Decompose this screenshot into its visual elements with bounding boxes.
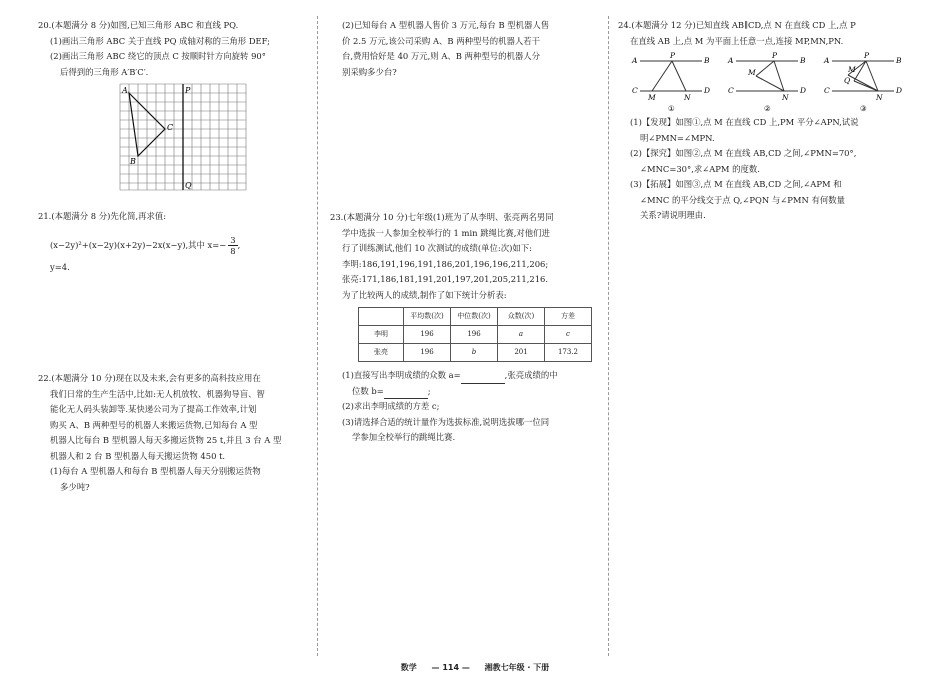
table-header-cell: 方差 [545, 308, 592, 326]
fig1-label-m: M [648, 93, 656, 102]
figure-2 [727, 51, 806, 113]
fig1-label-b: B [704, 56, 710, 65]
fig2-label-p: P [772, 51, 778, 60]
table-cell: a [498, 326, 545, 344]
q22-line: 机器人比每台 B 型机器人每天多搬运货物 25 t,并且 3 台 A 型 [50, 435, 282, 445]
table-header-cell: 众数(次) [498, 308, 545, 326]
q23-part2: (2)求出李明成绩的方差 c; [342, 401, 440, 411]
table-cell: 173.2 [545, 344, 592, 362]
q21-expr: (x−2y)²+(x−2y)(x+2y)−2x(x−y),其中 x=− [50, 239, 227, 250]
fig3-label-a: A [824, 56, 830, 65]
question-22 [38, 371, 310, 495]
q23-part1-text: (1)直接写出李明成绩的众数 a= [342, 370, 461, 380]
q24-line: 24.(本题满分 12 分)已知直线 AB∥CD,点 N 在直线 CD 上,点 P [618, 20, 856, 30]
fig2-label-n: N [782, 93, 789, 102]
table-row [359, 326, 592, 344]
column-right [618, 18, 918, 224]
question-24 [618, 18, 918, 224]
footer-edition: 湘教七年级 · 下册 [484, 663, 550, 672]
q22-line: 机器人和 2 台 B 型机器人每天搬运货物 450 t. [50, 450, 226, 461]
q21-y: y=4. [50, 261, 70, 272]
table-cell: 196 [451, 326, 498, 344]
q23-line: 李明:186,191,196,191,186,201,196,196,211,206; [342, 258, 549, 269]
q24-part2: (2)【探究】如图②,点 M 在直线 AB,CD 之间,∠PMN=70°, [630, 148, 857, 158]
fig3-label-m: M [848, 65, 856, 74]
table-cell: b [451, 344, 498, 362]
fig3-label-d: D [896, 86, 903, 95]
table-header-cell: 平均数(次) [404, 308, 451, 326]
figure-3 [823, 51, 902, 113]
q22-part1: (1)每台 A 型机器人和每台 B 型机器人每天分别搬运货物 [50, 466, 261, 476]
fig3-label-b: B [896, 56, 902, 65]
figure-set [618, 51, 918, 113]
column-divider [608, 16, 609, 656]
q24-part1-cont: 明∠PMN=∠MPN. [640, 132, 715, 143]
q24-part3-cont2: 关系?请说明理由. [640, 210, 706, 220]
q24-part2-cont: ∠MNC=30°,求∠APM 的度数. [640, 163, 760, 174]
q23-part1-text3: 位数 b= [352, 385, 384, 396]
q20-part1: (1)画出三角形 ABC 关于直线 PQ 成轴对称的三角形 DEF; [50, 35, 270, 46]
q24-part3: (3)【拓展】如图③,点 M 在直线 AB,CD 之间,∠APM 和 [630, 179, 842, 189]
page-footer [0, 662, 950, 673]
label-a: A [122, 86, 128, 95]
fig1-caption: ① [668, 104, 675, 113]
fig3-label-n: N [876, 93, 883, 102]
fig3-label-p: P [864, 51, 870, 60]
page-number: — 114 — [431, 663, 470, 672]
q20-part2-cont: 后得到的三角形 A′B′C′. [60, 66, 149, 77]
column-middle [330, 18, 602, 446]
table-cell: c [545, 326, 592, 344]
table-cell: 201 [498, 344, 545, 362]
q22b-line: 别采购多少台? [342, 66, 397, 77]
fig3-label-q: Q [844, 76, 851, 85]
q22-part1-cont: 多少吨? [60, 481, 90, 492]
q23-part3: (3)请选择合适的统计量作为选拔标准,说明选拔哪一位同 [342, 416, 550, 427]
fig1-label-d: D [704, 86, 711, 95]
q20-part2: (2)画出三角形 ABC 绕它的顶点 C 按顺时针方向旋转 90° [50, 51, 266, 61]
table-header-cell: 中位数(次) [451, 308, 498, 326]
q22b-line: (2)已知每台 A 型机器人售价 3 万元,每台 B 型机器人售 [342, 20, 550, 30]
table-header-cell [359, 308, 404, 326]
fig2-label-b: B [800, 56, 806, 65]
label-b: B [130, 157, 136, 166]
fig1-label-p: P [670, 51, 676, 60]
answer-blank-b[interactable] [384, 388, 428, 399]
q21-stem: 21.(本题满分 8 分)先化简,再求值: [38, 211, 167, 221]
q21-frac-den: 8 [230, 245, 236, 256]
label-q: Q [185, 181, 192, 190]
q23-part1-text4: ; [427, 385, 431, 396]
question-22-part2 [330, 18, 602, 80]
fig2-label-a: A [728, 56, 734, 65]
fig2-caption: ② [764, 104, 771, 113]
fig1-label-n: N [684, 93, 691, 102]
q23-part3-cont: 学参加全校举行的跳绳比赛. [352, 432, 456, 442]
table-cell: 196 [404, 344, 451, 362]
table-cell: 李明 [359, 326, 404, 344]
table-cell: 196 [404, 326, 451, 344]
q23-line: 行了训练测试,他们 10 次测试的成绩(单位:次)如下: [342, 243, 532, 253]
fig1-label-a: A [632, 56, 638, 65]
footer-subject: 数学 [400, 663, 417, 672]
question-20 [38, 18, 310, 194]
column-divider [317, 16, 318, 656]
q23-line: 学中选拔一人参加全校举行的 1 min 跳绳比赛,对他们进 [342, 227, 550, 238]
fig2-label-d: D [800, 86, 807, 95]
fig3-caption: ③ [860, 104, 867, 113]
q22-line: 我们日常的生产生活中,比如:无人机放牧、机器狗导盲、智 [50, 388, 265, 399]
table-row [359, 344, 592, 362]
q24-part1: (1)【发现】如图①,点 M 在直线 CD 上,PM 平分∠APN,试说 [630, 117, 859, 127]
q22b-line: 价 2.5 万元,该公司采购 A、B 两种型号的机器人若干 [342, 35, 540, 46]
table-header-row [359, 308, 592, 326]
column-left [38, 18, 310, 495]
q20-stem: 20.(本题满分 8 分)如图,已知三角形 ABC 和直线 PQ. [38, 20, 239, 30]
q22-line: 能化无人码头装卸等.某快递公司为了提高工作效率,计划 [50, 404, 257, 414]
q23-part1 [330, 368, 602, 384]
figure-1 [631, 51, 710, 113]
label-c: C [167, 123, 174, 132]
q21-fraction [228, 235, 237, 256]
q21-frac-num: 3 [230, 234, 236, 245]
grid-figure [116, 82, 256, 194]
table-cell: 张亮 [359, 344, 404, 362]
q22b-line: 台,费用恰好是 40 万元,则 A、B 两种型号的机器人分 [342, 51, 540, 61]
q22-line: 22.(本题满分 10 分)现在以及未来,会有更多的高科技应用在 [38, 373, 261, 383]
q22-line: 购买 A、B 两种型号的机器人来搬运货物,已知每台 A 型 [50, 419, 258, 430]
q23-part1-cont [330, 384, 602, 400]
question-23 [330, 210, 602, 446]
q23-line: 23.(本题满分 10 分)七年级(1)班为了从李明、张亮两名男同 [330, 212, 554, 222]
fig1-label-c: C [632, 86, 638, 95]
question-21 [38, 209, 310, 275]
fig3-label-c: C [824, 86, 830, 95]
answer-blank-a[interactable] [461, 373, 505, 384]
fig2-label-c: C [728, 86, 734, 95]
q23-part1-text2: ,张亮成绩的中 [504, 370, 558, 380]
label-p: P [185, 86, 191, 95]
q24-line: 在直线 AB 上,点 M 为平面上任意一点,连接 MP,MN,PN. [630, 35, 844, 46]
q23-line: 张亮:171,186,181,191,201,197,201,205,211,216. [342, 274, 549, 284]
q21-expression: (x−2y)²+(x−2y)(x+2y)−2x(x−y),其中 x=− $\frac{3}{8}$ , [50, 234, 241, 256]
q23-line: 为了比较两人的成绩,制作了如下统计分析表: [342, 289, 507, 300]
q24-part3-cont: ∠MNC 的平分线交于点 Q,∠PQN 与∠PMN 有何数量 [640, 194, 845, 205]
stats-table [358, 307, 592, 362]
fig2-label-m: M [748, 68, 756, 77]
